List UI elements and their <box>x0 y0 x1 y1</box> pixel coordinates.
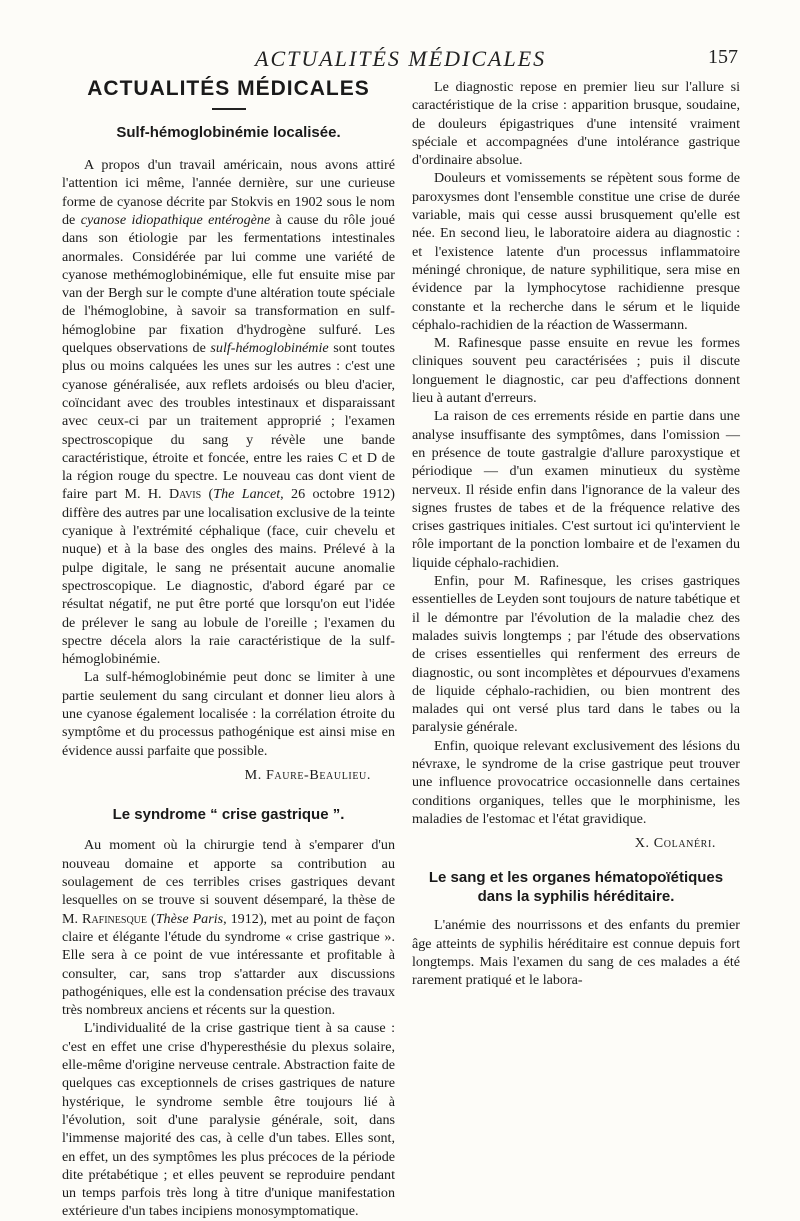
article1-signature: M. Faure-Beaulieu. <box>244 766 371 783</box>
article3-paragraph: L'anémie des nourrissons et des enfants du premier âge atteints de syphilis héréditaire est connue depuis fort longtemps. Mais l'examen du sang de ces malades a été rarement pratiqué et le labora- <box>412 917 740 989</box>
article2-paragraph: La raison de ces errements réside en partie dans une analyse insuffisante des symptômes, dans l'omission — en présence de toute gastralgie d'allure paroxystique et périodique — d'un examen minutieux du système nerveux. Il réside enfin dans l'ignorance de la valeur des signes frustes de tabes et de la fréquence relative des crises gastriques initiales. C'est surtout ici qu'intervient le rôle important de la ponction lombaire et de l'examen du liquide céphalo-rachidien. <box>412 408 740 571</box>
right-column <box>412 78 740 990</box>
title-rule <box>212 108 246 110</box>
article2-paragraph: Douleurs et vomissements se répètent sous forme de paroxysmes dont l'ensemble constitue une crise de durée variable, mais qui cesse aussi brusquement qu'elle est née. En second lieu, le laboratoire aidera au diagnostic : et l'existence latente d'un processus inflammatoire méningé chronique, de nature syphilitique, sera mise en évidence par la lymphocytose rachidienne presque constante et la recherche dans le sérum et le liquide céphalo-rachidien de la réaction de Wassermann. <box>412 170 740 333</box>
article3-title: Le sang et les organes hématopoïétiques dans la syphilis héréditaire. <box>428 869 724 906</box>
article2-paragraph: Le diagnostic repose en premier lieu sur l'allure si caractéristique de la crise : apparition brusque, soudaine, de douleurs épigastriques d'une intensité vraiment spéciale et accompagnées d'une intolérance gastrique d'ordinaire absolue. <box>412 79 740 169</box>
page-number: 157 <box>708 46 738 68</box>
article2-paragraph: Enfin, pour M. Rafinesque, les crises gastriques essentielles de Leyden sont toujours de nature tabétique et il le démontre par l'évolution de la maladie chez des malades suivis longtemps ; par l'étude des observations de crises essentielles qui renferment des erreurs de diagnostic, ou sont incomplètes et dépourvues d'examens de liquide céphalo-rachidien, ou bien montrent des malades qui ont versé plus tard dans le tabes ou la paralysie générale. <box>412 573 740 736</box>
article2-signature: X. Colanéri. <box>634 835 716 852</box>
article1-title: Sulf-hémoglobinémie localisée. <box>116 123 341 141</box>
article2-paragraph: M. Rafinesque passe ensuite en revue les formes cliniques souvent peu caractérisées ; puis il discute longuement le diagnostic, car peu d'affections donnent lieu à autant d'erreurs. <box>412 335 740 407</box>
article2-paragraph: Au moment où la chirurgie tend à s'emparer d'un nouveau domaine et apporte sa contribution au soulagement de ces terribles crises gastriques devant lesquelles on se trouve si souvent désemparé, la thèse de M. Rafinesque (Thèse Paris, 1912), met au point de façon claire et élégante l'étude du syndrome « crise gastrique ». Elle sera à ce point de vue intéressante et profitable à consulter, car, sans trop s'attarder aux discussions pathogéniques, elle est la condensation précise des travaux très nombreux anciens et récents sur la question. <box>62 837 395 1019</box>
article2-paragraph: Enfin, quoique relevant exclusivement des lésions du névraxe, le syndrome de la crise gastrique peut trouver une influence provocatrice occasionnelle dans certaines conditions organiques, telles que le morphinisme, les maladies de l'estomac et l'état gravidique. <box>412 737 740 827</box>
running-title: ACTUALITÉS MÉDICALES <box>255 46 547 71</box>
article2-title: Le syndrome “ crise gastrique ”. <box>112 806 345 824</box>
article2-paragraph: L'individualité de la crise gastrique tient à sa cause : c'est en effet une crise d'hyperesthésie du plexus solaire, elle-même d'origine nerveuse centrale. Abstraction faite de quelques cas exceptionnels de crises gastriques de nature hystérique, le syndrome semble être toujours lié à l'évolution, soit d'une paralysie générale, soit, dans l'immense majorité des cas, à celle d'un tabes. Elles sont, en effet, un des symptômes les plus précoces de la période dite prétabétique ; et elles peuvent se reproduire pendant un temps parfois très long à titre d'unique manifestation extérieure d'un tabes incipiens monosymptomatique. <box>62 1020 395 1220</box>
article1-paragraph: A propos d'un travail américain, nous avons attiré l'attention ici même, l'année dernière, sur une curieuse forme de cyanose décrite par Stokvis en 1902 sous le nom de cyanose idiopathique entérogène à cause du rôle joué dans son étiologie par les fermentations intestinales anormales. Considérée par lui comme une variété de cyanose methémoglobinémique, elle fut ensuite mise par van der Bergh sur le compte d'une altération toute spéciale de l'hémoglobine, à savoir sa transformation en sulf-hémoglobine par fixation d'hydrogène sulfuré. Les quelques observations de sulf-hémoglobinémie sont toutes plus ou moins calquées les unes sur les autres : c'est une cyanose généralisée, aux reflets ardoisés ou bleu d'acier, coïncidant avec des troubles intestinaux et disparaissant avec ceux-ci par un traitement approprié ; l'examen spectroscopique du sang y révèle une bande caractéristique, étroite et foncée, entre les raies C et D de la région rouge du spectre. Le nouveau cas dont vient de faire part M. H. Davis (The Lancet, 26 octobre 1912) diffère des autres par une localisation exclusive de la teinte cyanique à l'extrémité céphalique (face, cuir chevelu et nuque) et à la base des ongles des mains. Prélevé à la pulpe digitale, le sang ne présentait aucune anomalie spectroscopique. Le diagnostic, d'abord égaré par ce résultat négatif, ne put être porté que lorsqu'on eut l'idée de prélever le sang au lobule de l'oreille ; l'examen du spectre décela alors la raie caractéristique de la sulf-hémoglobinémie. <box>62 157 395 668</box>
article1-paragraph: La sulf-hémoglobinémie peut donc se limiter à une partie seulement du sang circulant et donner lieu alors à une cyanose également localisée : la corrélation étroite du symptôme et du processus pathogénique est ainsi mise en évidence aussi parfaite que possible. <box>62 669 395 759</box>
left-column <box>62 78 395 1221</box>
section-title: ACTUALITÉS MÉDICALES <box>87 77 370 100</box>
